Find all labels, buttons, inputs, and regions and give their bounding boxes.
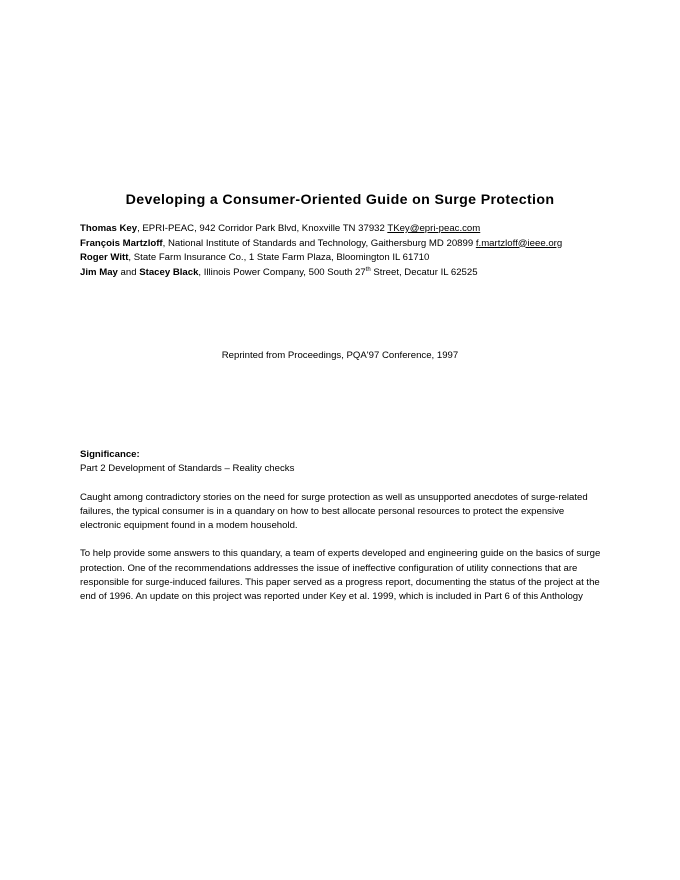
author-name: Stacey Black bbox=[139, 266, 199, 278]
significance-subheading: Part 2 Development of Standards – Reality checks bbox=[80, 463, 295, 475]
author-name: François Martzloff bbox=[80, 237, 163, 249]
author-name: Jim May bbox=[80, 266, 118, 278]
reprint-note: Reprinted from Proceedings, PQA'97 Conference, 1997 bbox=[221, 350, 459, 361]
significance-heading: Significance: bbox=[80, 449, 140, 460]
significance-paragraph-2: To help provide some answers to this quandary, a team of experts developed and engineering guide on the basics of surge protection. One of the recommendations addresses the issue of ineffective configuration of utility connections that are responsible for surge-induced failures. This paper served as a progress report, documenting the status of the project at the end of 1996. An update on this project was reported under Key et al. 1999, which is included in Part 6 of this Anthology bbox=[80, 548, 601, 602]
author-email-link[interactable]: TKey@epri-peac.com bbox=[387, 223, 481, 234]
author-name: Roger Witt bbox=[80, 252, 129, 263]
document-title: Developing a Consumer-Oriented Guide on Surge Protection bbox=[125, 192, 555, 208]
author-affiliation: , State Farm Insurance Co., 1 State Farm Plaza, Bloomington IL 61710 bbox=[128, 252, 430, 263]
author-connector: and bbox=[117, 266, 140, 278]
author-line-martzloff bbox=[80, 237, 640, 252]
author-email-link[interactable]: f.martzloff@ieee.org bbox=[475, 237, 563, 249]
author-list bbox=[80, 222, 640, 280]
author-affiliation: Street, Decatur IL 62525 bbox=[370, 266, 478, 278]
author-name: Thomas Key bbox=[80, 223, 138, 234]
significance-paragraph-1: Caught among contradictory stories on the need for surge protection as well as unsupported anecdotes of surge-related failures, the typical consumer is in a quandary on how to best allocate personal resources to protect the expensive electronic equipment found in a modem household. bbox=[80, 491, 588, 531]
ordinal-suffix: th bbox=[365, 266, 371, 273]
author-affiliation: , National Institute of Standards and Technology, Gaithersburg MD 20899 bbox=[162, 237, 476, 249]
significance-section bbox=[80, 448, 605, 604]
author-line-key bbox=[80, 222, 640, 237]
author-line-witt bbox=[80, 251, 640, 266]
author-affiliation: , EPRI-PEAC, 942 Corridor Park Blvd, Knoxville TN 37932 bbox=[137, 223, 388, 234]
author-affiliation: , Illinois Power Company, 500 South 27 bbox=[198, 266, 366, 278]
author-line-may-black bbox=[80, 266, 640, 281]
